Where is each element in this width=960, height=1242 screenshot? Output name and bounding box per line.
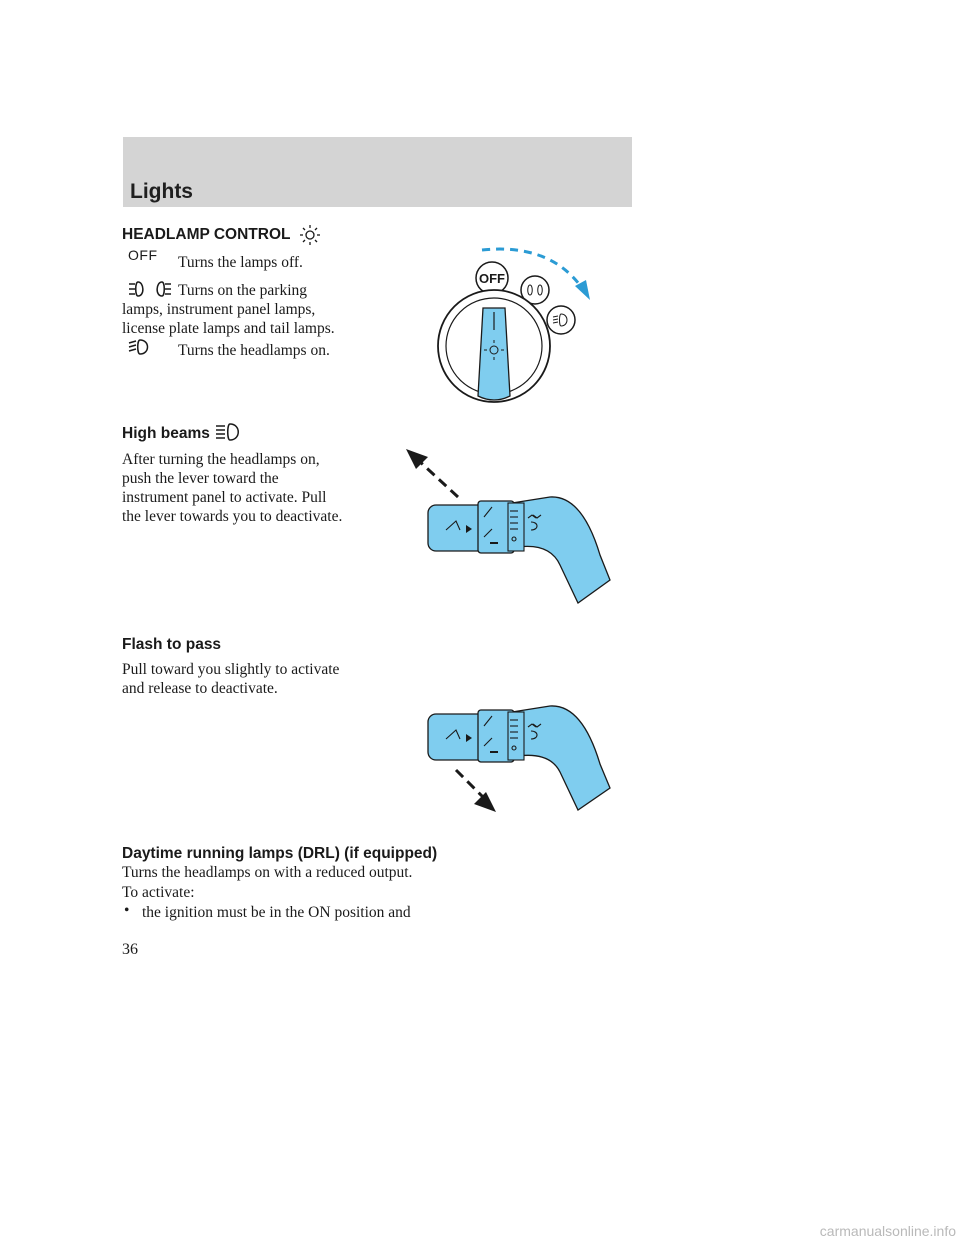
flash-to-pass-line-1: Pull toward you slightly to activate [122,661,340,678]
drl-bullet-1: the ignition must be in the ON position and [142,904,411,921]
headlamps-on-icon [128,337,152,357]
drl-description: Turns the headlamps on with a reduced output. [122,864,413,881]
drl-heading: Daytime running lamps (DRL) (if equipped) [122,845,438,862]
high-beams-line-2: push the lever toward the [122,470,279,487]
off-description: Turns the lamps off. [178,254,303,271]
high-beam-lever-illustration [400,445,620,610]
headlamp-control-heading: HEADLAMP CONTROL [122,226,291,243]
flash-to-pass-lever-illustration [400,690,620,825]
flash-to-pass-heading: Flash to pass [122,636,222,653]
high-beams-heading: High beams [122,425,210,442]
drl-to-activate: To activate: [122,884,195,901]
off-label: OFF [128,247,158,263]
high-beams-line-4: the lever towards you to deactivate. [122,508,343,525]
page-number: 36 [122,941,138,958]
headlamp-sun-icon [299,224,321,246]
high-beam-icon [215,421,245,443]
section-header-band [123,137,632,207]
headlamp-knob-illustration [430,228,630,408]
flash-to-pass-line-2: and release to deactivate. [122,680,278,697]
headlamps-description: Turns the headlamps on. [178,342,330,359]
high-beams-line-3: instrument panel to activate. Pull [122,489,327,506]
parking-desc-line-1: Turns on the parking [178,282,308,299]
high-beams-line-1: After turning the headlamps on, [122,451,320,468]
section-title: Lights [130,180,193,203]
parking-desc-line-2: lamps, instrument panel lamps, [122,301,316,318]
knob-off-label: OFF [479,271,505,286]
footer-watermark: carmanualsonline.info [819,1223,956,1239]
drl-bullet-marker: • [124,902,130,919]
parking-desc-line-3: license plate lamps and tail lamps. [122,320,335,337]
parking-lamps-icon [128,279,172,299]
